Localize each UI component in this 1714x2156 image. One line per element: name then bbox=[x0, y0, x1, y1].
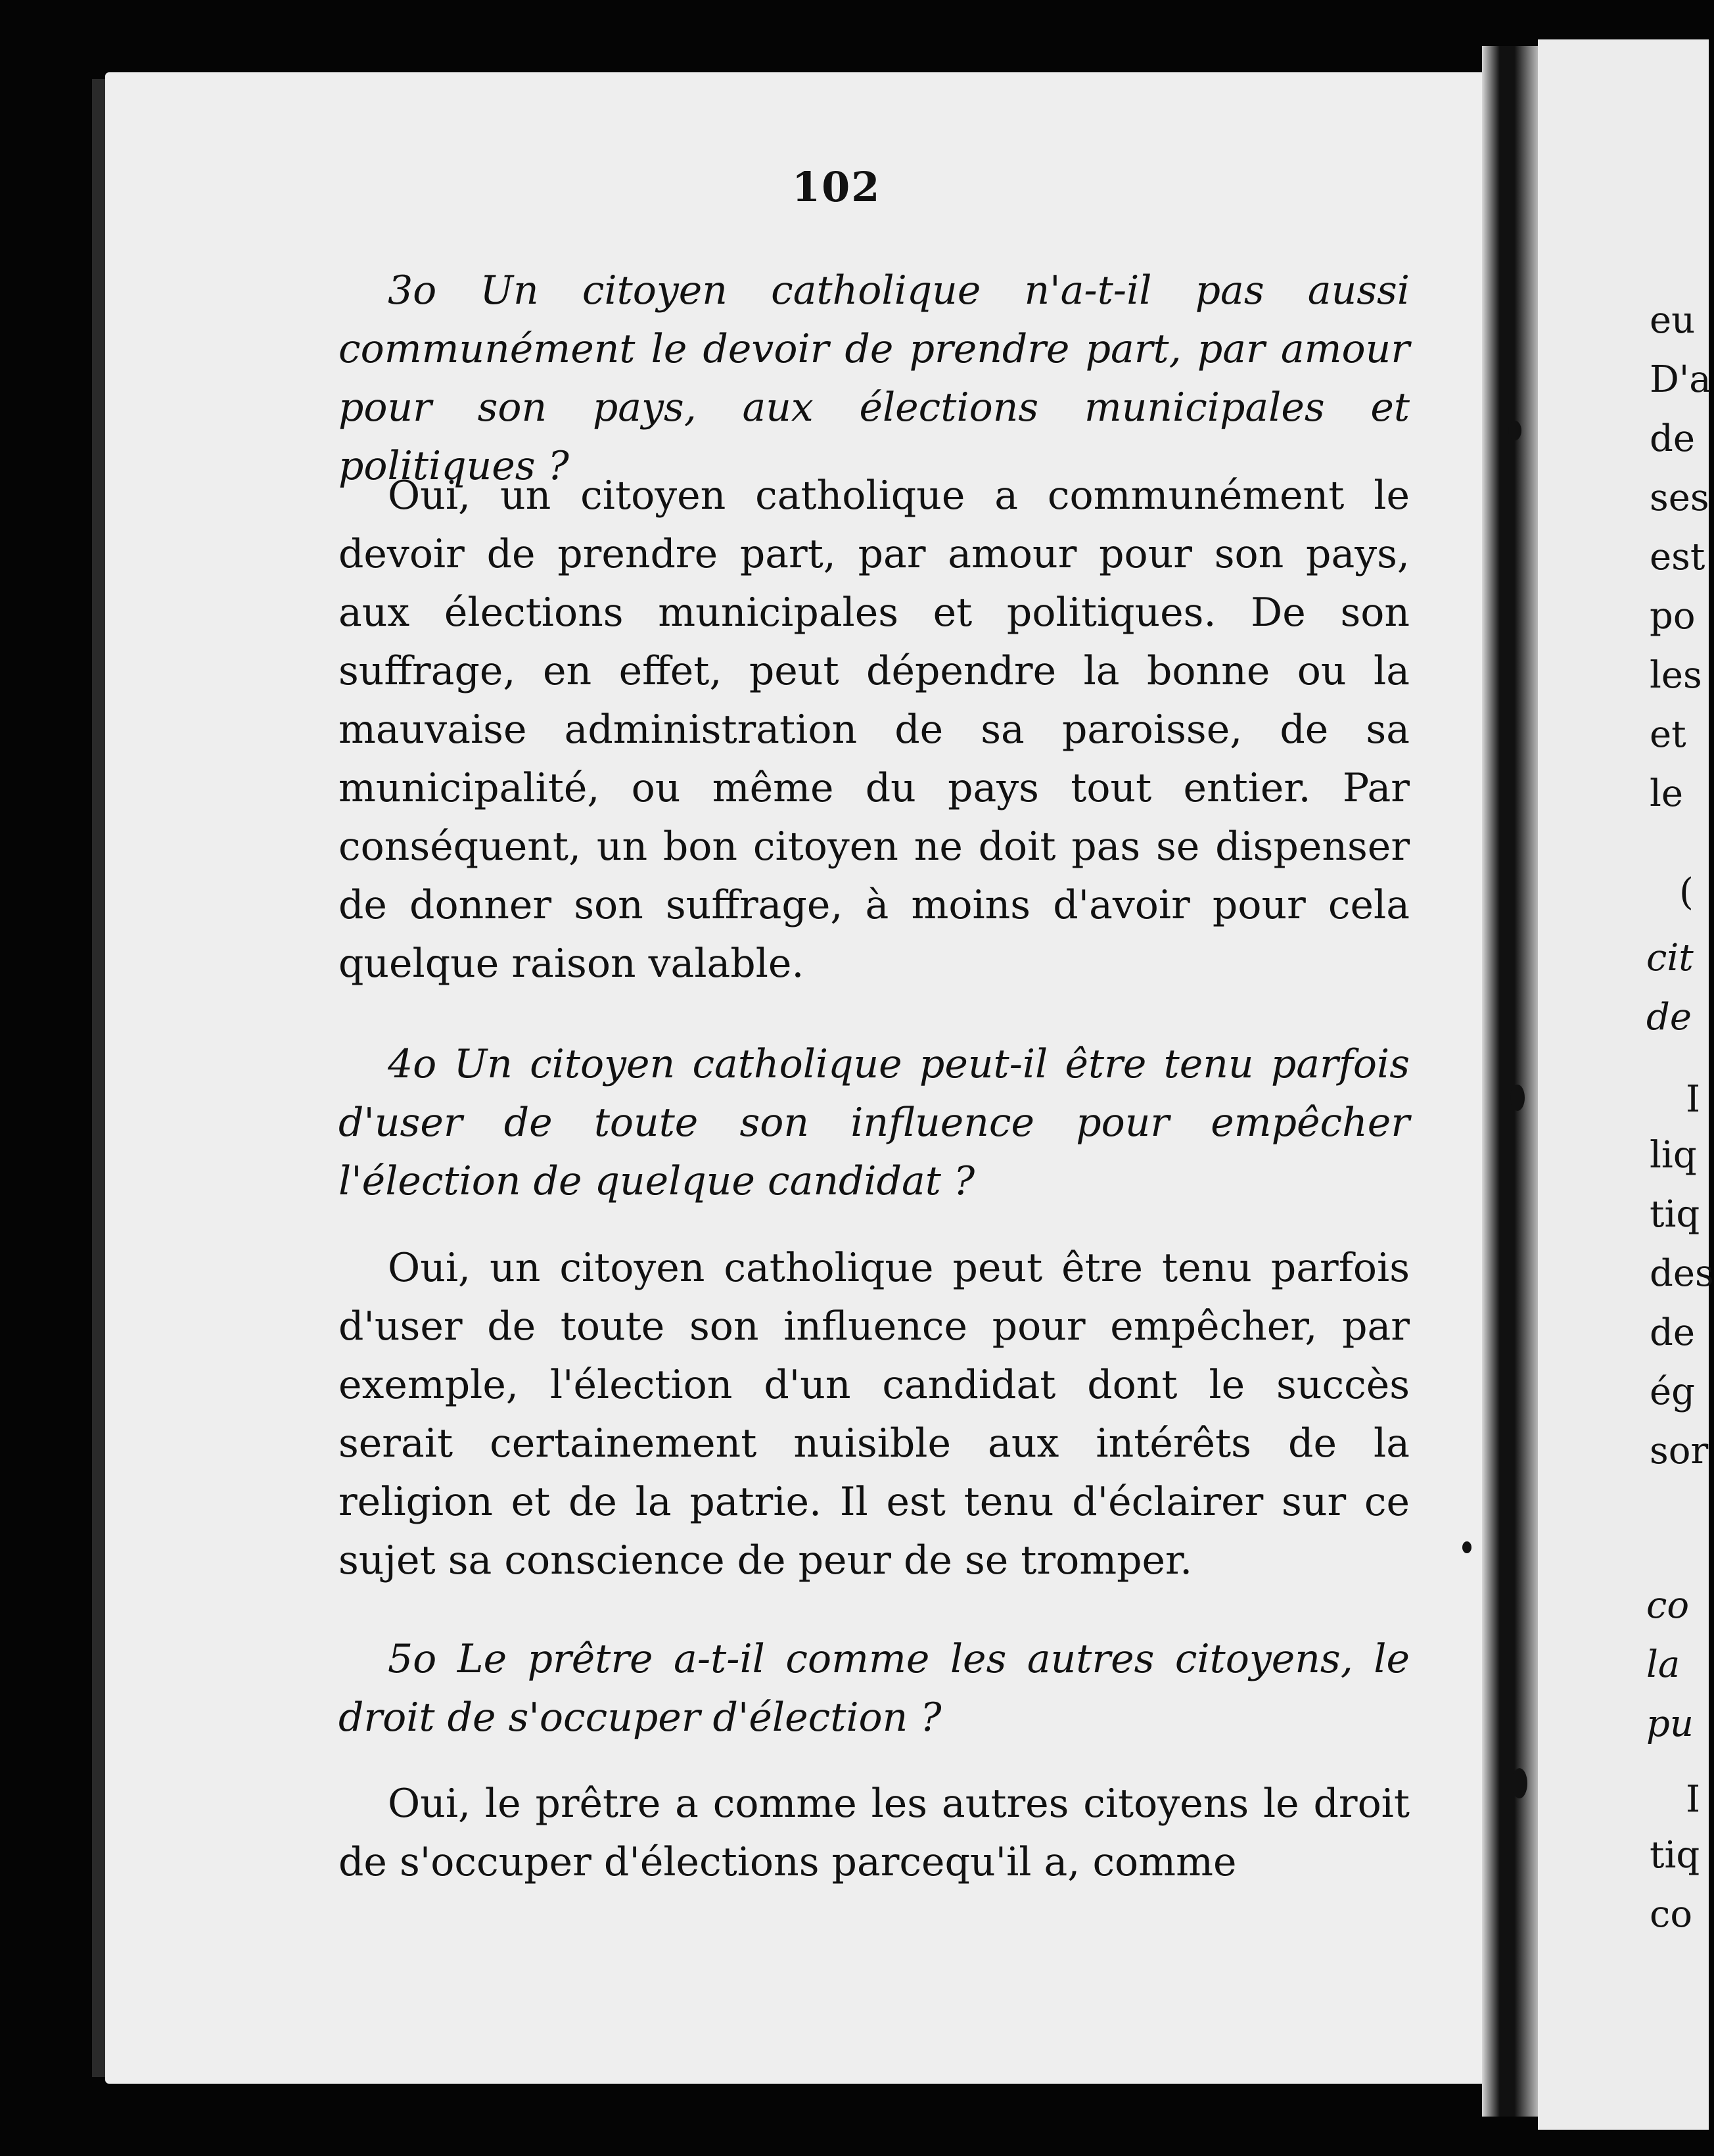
right-fragment: de bbox=[1650, 417, 1695, 460]
page-number: 102 bbox=[792, 163, 881, 211]
book-gutter bbox=[1482, 46, 1541, 2117]
right-fragment: est bbox=[1650, 536, 1705, 578]
right-fragment: ses bbox=[1650, 477, 1709, 519]
binding-thread-mark bbox=[1512, 1768, 1527, 1798]
binding-thread-mark bbox=[1510, 1085, 1525, 1111]
question-4: 4o Un citoyen catholique peut-il être tenu parfois d'user de toute son influence pour empêcher l'élection de quelque candidat ? bbox=[338, 1041, 1410, 1204]
right-fragment: le bbox=[1650, 772, 1684, 815]
right-fragment: des bbox=[1650, 1252, 1714, 1295]
answer-3: Oui, un citoyen catholique a communément le devoir de prendre part, par amour pour son pays, aux élections municipales et politiques. De son suffrage, en effet, peut dépendre la bonne ou la mauvaise administration de sa paroisse, de sa municipalité, ou même du pays tout entier. Par conséquent, un bon citoyen ne doit pas se dispenser de donner son suffrage, à moins d'avoir pour cela quelque raison valable. bbox=[338, 473, 1410, 987]
question-3: 3o Un citoyen catholique n'a-t-il pas aussi communément le devoir de prendre part, par amour pour son pays, aux élections municipales et politiques ? bbox=[338, 268, 1410, 489]
right-fragment: tiq bbox=[1650, 1834, 1700, 1877]
right-page-text bbox=[1538, 39, 1714, 2130]
right-fragment: sor bbox=[1650, 1430, 1709, 1472]
right-fragment: et bbox=[1650, 713, 1686, 756]
right-fragment: la bbox=[1646, 1643, 1680, 1686]
right-fragment: po bbox=[1650, 595, 1696, 638]
right-fragment: de bbox=[1646, 996, 1692, 1039]
right-fragment: cit bbox=[1646, 937, 1694, 979]
right-fragment: de bbox=[1650, 1311, 1695, 1354]
right-fragment: pu bbox=[1646, 1702, 1694, 1745]
right-fragment: ég bbox=[1650, 1371, 1695, 1413]
answer-4: Oui, un citoyen catholique peut être tenu parfois d'user de toute son influence pour empêcher, par exemple, l'élection d'un candidat dont le succès serait certainement nuisible aux intérêts de la religion et de la patrie. Il est tenu d'éclairer sur ce sujet sa conscience de peur de se tromper. bbox=[338, 1245, 1410, 1583]
right-page bbox=[1538, 39, 1714, 2130]
right-fragment: D'a bbox=[1650, 358, 1711, 401]
right-fragment: I bbox=[1686, 1778, 1701, 1821]
right-fragment: I bbox=[1686, 1078, 1701, 1121]
right-fragment: co bbox=[1646, 1584, 1690, 1627]
right-fragment: tiq bbox=[1650, 1193, 1700, 1236]
right-fragment: eu bbox=[1650, 299, 1696, 342]
right-fragment: ( bbox=[1679, 871, 1694, 914]
speck-mark bbox=[1462, 1541, 1471, 1553]
right-fragment: co bbox=[1650, 1893, 1693, 1936]
answer-5: Oui, le prêtre a comme les autres citoyens le droit de s'occuper d'élections parcequ'il a, comme bbox=[338, 1781, 1410, 1885]
question-5: 5o Le prêtre a-t-il comme les autres citoyens, le droit de s'occuper d'élection ? bbox=[338, 1636, 1410, 1741]
binding-thread-mark bbox=[1508, 421, 1521, 440]
right-fragment: liq bbox=[1650, 1134, 1697, 1177]
right-fragment: les bbox=[1650, 654, 1702, 697]
